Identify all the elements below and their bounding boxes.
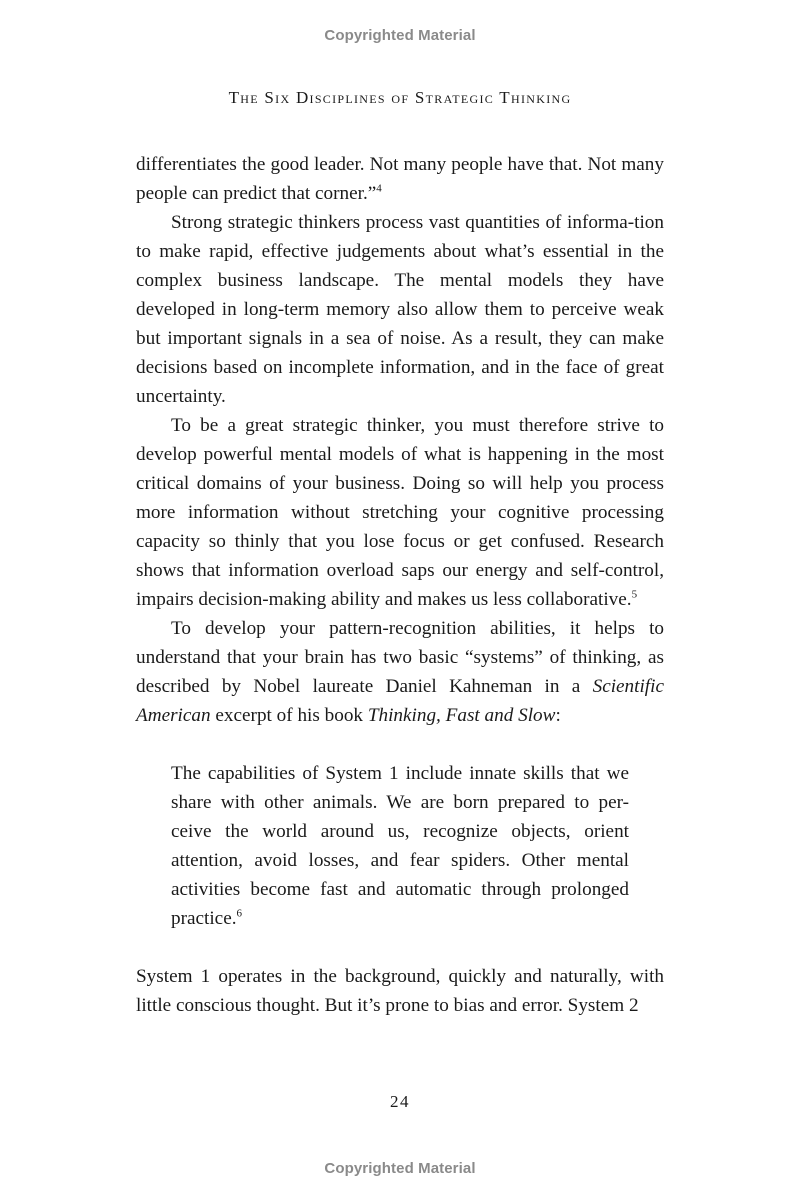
paragraph-1-text: differentiates the good leader. Not many people have that. Not many people can predict that corner.” — [136, 154, 664, 204]
block-quote-text: The capabilities of System 1 include innate skills that we share with other animals. We are born prepared to per-ceive the world around us, recognize objects, orient attention, avoid losses, and fear spiders. Other mental activities become fast and automatic through prolonged practice. — [171, 763, 629, 929]
paragraph-4-text-b: excerpt of his book — [210, 705, 368, 726]
footnote-ref-6: 6 — [236, 907, 243, 920]
paragraph-3-text: To be a great strategic thinker, you must therefore strive to develop powerful mental models of what is happening in the most critical domains of your business. Doing so will help you process more information without stretching your cognitive processing capacity so thinly that you lose focus or get confused. Research shows that information overload saps our energy and self-control, impairs decision-making ability and makes us less collaborative. — [136, 415, 664, 610]
footnote-ref-4: 4 — [376, 182, 382, 195]
copyright-watermark-top: Copyrighted Material — [324, 27, 476, 44]
running-head: The Six Disciplines of Strategic Thinking — [228, 88, 572, 107]
block-quote — [171, 759, 629, 933]
paragraph-1 — [136, 150, 664, 208]
paragraph-5: System 1 operates in the background, quickly and naturally, with little conscious thought. But it’s prone to bias and error. System 2 — [136, 966, 664, 1016]
paragraph-4 — [136, 614, 664, 730]
body-text — [136, 150, 664, 1020]
paragraph-3 — [136, 411, 664, 614]
page-number: 24 — [390, 1092, 410, 1111]
footnote-ref-5: 5 — [631, 588, 638, 601]
paragraph-4-text-c: : — [555, 705, 561, 726]
magazine-title: Scientific American — [136, 676, 664, 726]
book-title: Thinking, Fast and Slow — [367, 705, 556, 726]
paragraph-4-text-a: To develop your pattern-recognition abilities, it helps to understand that your brain has two basic “systems” of thinking, as described by Nobel laureate Daniel Kahneman in a — [136, 618, 664, 697]
copyright-watermark-bottom: Copyrighted Material — [324, 1160, 476, 1177]
paragraph-2: Strong strategic thinkers process vast quantities of informa-tion to make rapid, effective judgements about what’s essential in the complex business landscape. The mental models they have developed in long-term memory also allow them to perceive weak but important signals in a sea of noise. As a result, they can make decisions based on incomplete information, and in the face of great uncertainty. — [136, 212, 664, 407]
